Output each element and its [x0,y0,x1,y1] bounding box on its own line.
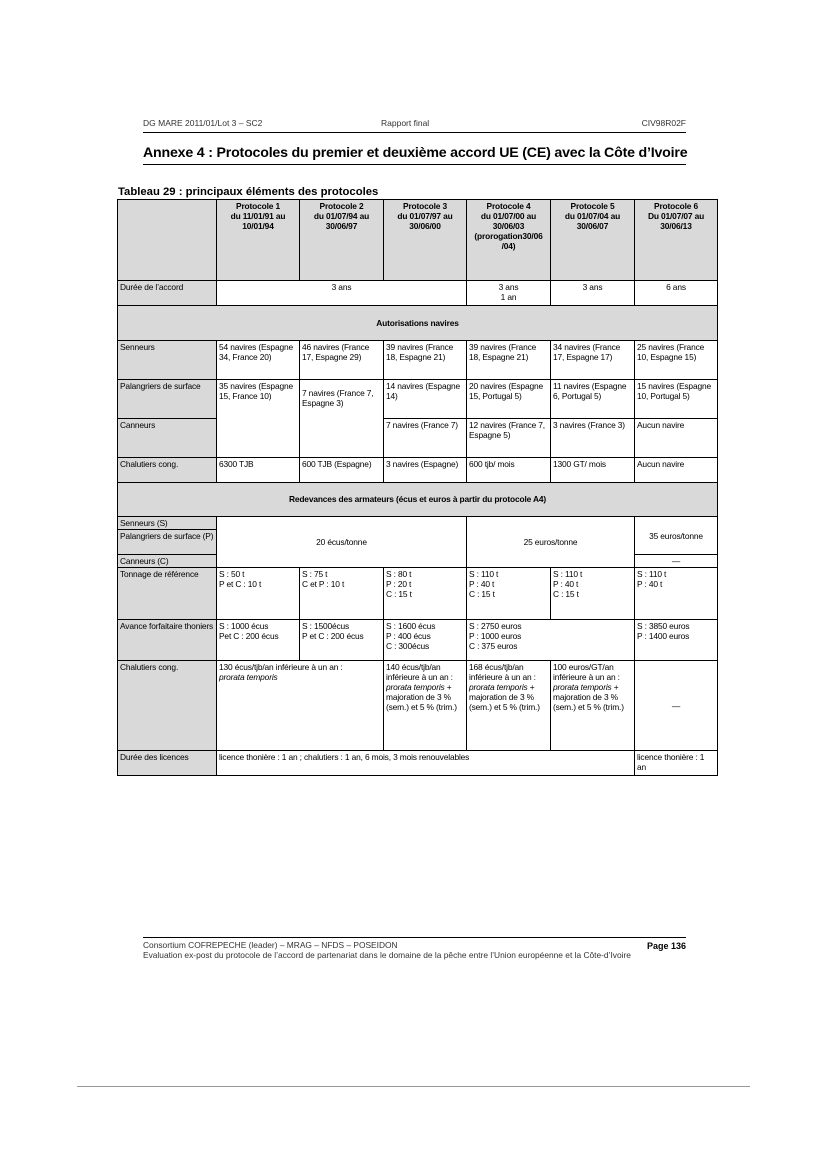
page-header [143,118,686,133]
tonnage-p3-c: C : 15 t [386,589,412,600]
tonnage-p4-c: C : 15 t [469,589,495,600]
avance-p45 [467,620,635,661]
chalutiers-redevance-p6: — [635,661,718,751]
footer-description: Evaluation ex-post du protocole de l’accord de partenariat dans le domaine de la pêche entre l’Union européenne et la Côte-d’Ivoire [143,950,631,960]
footer-consortium: Consortium COFREPECHE (leader) – MRAG – NFDS – POSEIDON [143,940,398,950]
p1-to: 10/01/94 [242,221,274,232]
palangriers-p3: 14 navires (Espagne 14) [384,380,467,419]
tonnage-row [118,568,718,620]
header-center: Rapport final [381,118,430,128]
chalutiers-redevance-p4-a: 168 écus/tjb/an inférieure à un an : [469,662,536,683]
avance-p45-p: P : 1000 euros [469,631,522,642]
avance-p3-c: C : 300écus [386,641,430,652]
header-empty-cell [118,200,217,281]
chalutiers-redevance-p4-b: prorata temporis [469,682,528,693]
row-label-tonnage: Tonnage de référence [118,568,217,620]
senneurs-p4: 39 navires (France 18, Espagne 21) [467,341,551,380]
header-p6 [635,200,718,281]
senneurs-p3: 39 navires (France 18, Espagne 21) [384,341,467,380]
tonnage-p2-s: S : 75 t [302,569,328,580]
p4-from: du 01/07/00 au [480,211,537,222]
palangriers-canneurs-p2 [300,380,384,458]
duree-row [118,281,718,306]
avance-p1-s: S : 1000 écus [219,621,269,632]
senneurs-p6: 25 navires (France 10, Espagne 15) [635,341,718,380]
tonnage-p5-p: P : 40 t [553,579,579,590]
chalutiers-row [118,458,718,483]
p4-prorogation: (prorogation30/06 [474,231,543,242]
avance-p3-s: S : 1600 écus [386,621,436,632]
header-row [118,200,718,281]
p4-title: Protocole 4 [486,201,531,211]
duree-p4 [467,281,551,306]
row-label-chalutiers: Chalutiers cong. [118,458,217,483]
avance-p2-pc: P et C : 200 écus [302,631,364,642]
palangriers-canneurs-p1: 35 navires (Espagne 15, France 10) [217,380,300,458]
chalutiers-p2: 600 TJB (Espagne) [300,458,384,483]
tonnage-p5-c: C : 15 t [553,589,579,600]
chalutiers-redevance-p3 [384,661,467,751]
p6-from: Du 01/07/07 au [647,211,705,222]
p6-title: Protocole 6 [654,201,698,211]
palangriers-p5: 11 navires (Espagne 6, Portugal 5) [551,380,635,419]
duree-p5: 3 ans [551,281,635,306]
row-label-canneurs: Canneurs [118,419,217,458]
p2-title: Protocole 2 [319,201,364,211]
duree-p4-b: 1 an [500,292,517,303]
row-label-chalutiers-redevance: Chalutiers cong. [118,661,217,751]
avance-p2-s: S : 1500écus [302,621,350,632]
tonnage-p4-p: P : 40 t [469,579,495,590]
bottom-divider [77,1086,750,1087]
p3-title: Protocole 3 [403,201,447,211]
tonnage-p6 [635,568,718,620]
row-label-duree: Durée de l’accord [118,281,217,306]
canneurs-p4: 12 navires (France 7, Espagne 5) [467,419,551,458]
p2-to: 30/06/97 [325,221,358,232]
tonnage-p5-s: S : 110 t [553,569,583,580]
row-label-red-palangriers: Palangriers de surface (P) [118,530,217,555]
section-autorisations [118,306,718,341]
row-label-licences: Durée des licences [118,751,217,776]
senneurs-row [118,341,718,380]
row-label-red-canneurs: Canneurs (C) [118,555,217,568]
p4-prorogation-end: /04) [501,241,516,252]
section-redevances [118,483,718,517]
red-p45: 25 euros/tonne [467,517,635,568]
header-right: CIV98R02F [641,118,686,128]
duree-p6: 6 ans [635,281,718,306]
avance-p45-s: S : 2750 euros [469,621,522,632]
palangriers-p2-text: 7 navires (France 7, Espagne 3) [302,388,374,409]
p2-from: du 01/07/94 au [313,211,370,222]
palangriers-p6: 15 navires (Espagne 10, Portugal 5) [635,380,718,419]
p1-title: Protocole 1 [236,201,280,211]
tonnage-p3 [384,568,467,620]
red-senneurs-row [118,517,718,530]
p5-to: 30/06/07 [576,221,609,232]
canneurs-p6: Aucun navire [635,419,718,458]
tonnage-p6-p: P : 40 t [637,579,663,590]
avance-p45-c: C : 375 euros [469,641,518,652]
header-p5 [551,200,635,281]
tonnage-p3-s: S : 80 t [386,569,412,580]
chalutiers-redevance-p5-c: + majoration de 3 % (sem.) et 5 % (trim.) [553,682,624,713]
p6-to: 30/06/13 [660,221,692,232]
chalutiers-redevance-p3-b: prorata temporis [386,682,445,693]
palangriers-p4: 20 navires (Espagne 15, Portugal 5) [467,380,551,419]
palangriers-row [118,380,718,419]
avance-row [118,620,718,661]
canneurs-p5: 3 navires (France 3) [551,419,635,458]
page-number: Page 136 [646,941,686,951]
protocols-table [117,199,718,776]
row-label-senneurs: Senneurs [118,341,217,380]
canneurs-p3: 7 navires (France 7) [384,419,467,458]
section-redevances-title: Redevances des armateurs (écus et euros à partir du protocole A4) [118,483,718,517]
chalutiers-redevance-p3-a: 140 écus/tjb/an inférieure à un an : [386,662,453,683]
chalutiers-p1: 6300 TJB [217,458,300,483]
chalutiers-p3: 3 navires (Espagne) [384,458,467,483]
duree-p123: 3 ans [217,281,467,306]
chalutiers-redevance-p12 [217,661,384,751]
licences-p15: licence thonière : 1 an ; chalutiers : 1 an, 6 mois, 3 mois renouvelables [217,751,635,776]
chalutiers-redevance-p4 [467,661,551,751]
canneurs-row [118,419,718,458]
licences-row [118,751,718,776]
tonnage-p2 [300,568,384,620]
red-p6-canneurs: — [635,555,718,568]
p1-from: du 11/01/91 au [230,211,286,222]
page-footer [143,937,686,960]
tonnage-p2-cp: C et P : 10 t [302,579,345,590]
chalutiers-redevance-p12-a: 130 écus/tjb/an inférieure à un an : [219,662,343,673]
annex-title: Annexe 4 : Protocoles du premier et deuxième accord UE (CE) avec la Côte d’Ivoire [143,145,686,165]
row-label-avance: Avance forfaitaire thoniers [118,620,217,661]
avance-p6-s: S : 3850 euros [637,621,690,632]
senneurs-p5: 34 navires (France 17, Espagne 17) [551,341,635,380]
section-autorisations-title: Autorisations navires [118,306,718,341]
avance-p6 [635,620,718,661]
chalutiers-redevance-p3-c: + majoration de 3 % (sem.) et 5 % (trim.) [386,682,457,713]
avance-p1 [217,620,300,661]
avance-p6-p: P : 1400 euros [637,631,690,642]
p5-title: Protocole 5 [570,201,615,211]
avance-p3 [384,620,467,661]
chalutiers-redevance-p5-a: 100 euros/GT/an inférieure à un an : [553,662,620,683]
row-label-palangriers: Palangriers de surface [118,380,217,419]
tonnage-p1-pc: P et C : 10 t [219,579,262,590]
tonnage-p4 [467,568,551,620]
licences-p6: licence thonière : 1 an [635,751,718,776]
senneurs-p2: 46 navires (France 17, Espagne 29) [300,341,384,380]
avance-p1-pc: Pet C : 200 écus [219,631,279,642]
header-p1 [217,200,300,281]
header-left: DG MARE 2011/01/Lot 3 – SC2 [143,118,263,128]
chalutiers-redevance-p5-b: prorata temporis [553,682,612,693]
chalutiers-p5: 1300 GT/ mois [551,458,635,483]
chalutiers-redevance-p5 [551,661,635,751]
tonnage-p6-s: S : 110 t [637,569,667,580]
row-label-red-senneurs: Senneurs (S) [118,517,217,530]
tonnage-p1 [217,568,300,620]
header-p2 [300,200,384,281]
p3-from: du 01/07/97 au [397,211,453,222]
p3-to: 30/06/00 [409,221,441,232]
chalutiers-redevance-row [118,661,718,751]
tonnage-p5 [551,568,635,620]
senneurs-p1: 54 navires (Espagne 34, France 20) [217,341,300,380]
chalutiers-redevance-p12-b: prorata temporis [219,672,278,683]
red-p123: 20 écus/tonne [217,517,467,568]
p4-to: 30/06/03 [492,221,525,232]
chalutiers-redevance-p4-c: + majoration de 3 % (sem.) et 5 % (trim.) [469,682,540,713]
tonnage-p4-s: S : 110 t [469,569,499,580]
header-p3 [384,200,467,281]
header-p4 [467,200,551,281]
chalutiers-p4: 600 tjb/ mois [467,458,551,483]
duree-p4-a: 3 ans [498,282,519,292]
tonnage-p1-s: S : 50 t [219,569,245,580]
avance-p3-p: P : 400 écus [386,631,431,642]
red-p6: 35 euros/tonne [635,517,718,555]
chalutiers-p6: Aucun navire [635,458,718,483]
avance-p2 [300,620,384,661]
tonnage-p3-p: P : 20 t [386,579,412,590]
table-caption: Tableau 29 : principaux éléments des protocoles [118,186,379,198]
p5-from: du 01/07/04 au [564,211,621,222]
